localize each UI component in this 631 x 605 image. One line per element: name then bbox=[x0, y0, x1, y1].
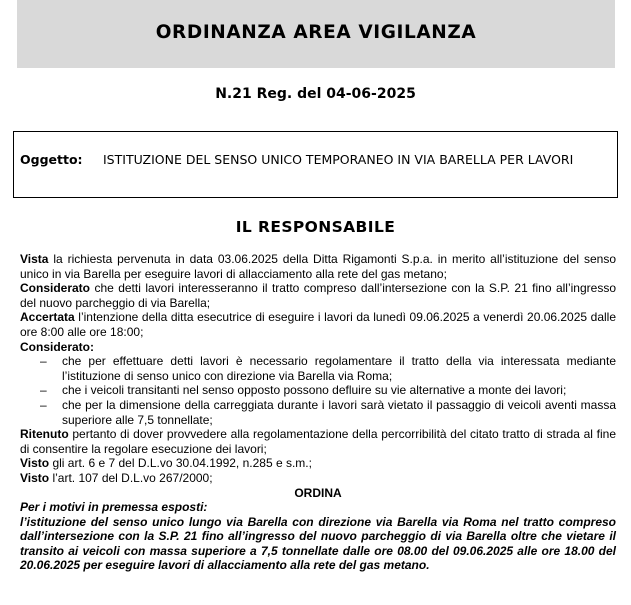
vista-paragraph bbox=[20, 252, 616, 281]
accertata-paragraph bbox=[20, 310, 616, 339]
subject-label: Oggetto: bbox=[20, 152, 83, 167]
document-title: ORDINANZA AREA VIGILANZA bbox=[155, 22, 477, 43]
visto-paragraph-1 bbox=[20, 456, 616, 471]
responsible-heading: IL RESPONSABILE bbox=[235, 218, 396, 236]
visto-text-2: l’art. 107 del D.L.vo 267/2000; bbox=[49, 470, 213, 485]
visto-text-1: gli art. 6 e 7 del D.L.vo 30.04.1992, n.285 e s.m.; bbox=[49, 456, 312, 471]
ordina-heading: ORDINA bbox=[294, 485, 342, 500]
accertata-label: Accertata bbox=[20, 310, 75, 325]
considerations-list bbox=[20, 354, 616, 427]
vista-label: Vista bbox=[20, 252, 49, 266]
ritenuto-text: pertanto di dover provvedere alla regolamentazione della percorribilità del citato tratto di strada al fine di consentire la regolare esecuzione dei lavori; bbox=[20, 427, 616, 456]
ritenuto-paragraph bbox=[20, 427, 616, 456]
subject-text: ISTITUZIONE DEL SENSO UNICO TEMPORANEO IN VIA BARELLA PER LAVORI bbox=[103, 152, 574, 167]
considerato-text: che detti lavori interesseranno il tratto compreso dall’intersezione con la S.P. 21 fino all’ingresso del nuovo parcheggio di via Barella; bbox=[20, 281, 616, 310]
registration-number: N.21 Reg. del 04-06-2025 bbox=[215, 86, 416, 102]
visto-paragraph-2 bbox=[20, 471, 616, 486]
list-item: – che i veicoli transitanti nel senso opposto possono defluire su vie alternative a monte dei lavori; bbox=[20, 383, 616, 398]
visto-label-2: Visto bbox=[20, 470, 50, 485]
ordina-text: l’istituzione del senso unico lungo via Barella con direzione via Barella via Roma nel tratto compreso dall’intersezione con la S.P. 21 fino all’ingresso del nuovo parcheggio di via Barella oltre che vietare il transito ai veicoli con massa superiore a 7,5 tonnellate dalle ore 08.00 del 09.06.2025 alle ore 18.00 del 20.06.2025 per eseguire lavori di allacciamento alla rete del gas metano. bbox=[20, 514, 616, 573]
title-band bbox=[17, 0, 615, 68]
list-item: – che per la dimensione della carreggiata durante i lavori sarà vietato il passaggio di veicoli aventi massa superiore alle 7,5 tonnellate; bbox=[20, 398, 616, 427]
considerato-label: Considerato bbox=[20, 281, 91, 296]
vista-text: la richiesta pervenuta in data 03.06.2025 della Ditta Rigamonti S.p.a. in merito all’istituzione del senso unico in via Barella per eseguire lavori di allacciamento alla rete del gas metano; bbox=[20, 252, 616, 281]
considerato-list-label: Considerato: bbox=[20, 339, 95, 354]
visto-label-1: Visto bbox=[20, 456, 50, 471]
accertata-text: l’intenzione della ditta esecutrice di eseguire i lavori da lunedì 09.06.2025 a venerdì 20.06.2025 dalle ore 8:00 alle ore 18:00; bbox=[20, 310, 616, 339]
considerato-paragraph bbox=[20, 281, 616, 310]
ritenuto-label: Ritenuto bbox=[20, 427, 69, 442]
subject-box bbox=[13, 131, 618, 198]
document-body bbox=[20, 252, 616, 573]
ordina-premise: Per i motivi in premessa esposti: bbox=[20, 500, 208, 515]
list-item: – che per effettuare detti lavori è necessario regolamentare il tratto della via interessata mediante l’istituzione di senso unico con direzione via Barella via Roma; bbox=[20, 354, 616, 383]
